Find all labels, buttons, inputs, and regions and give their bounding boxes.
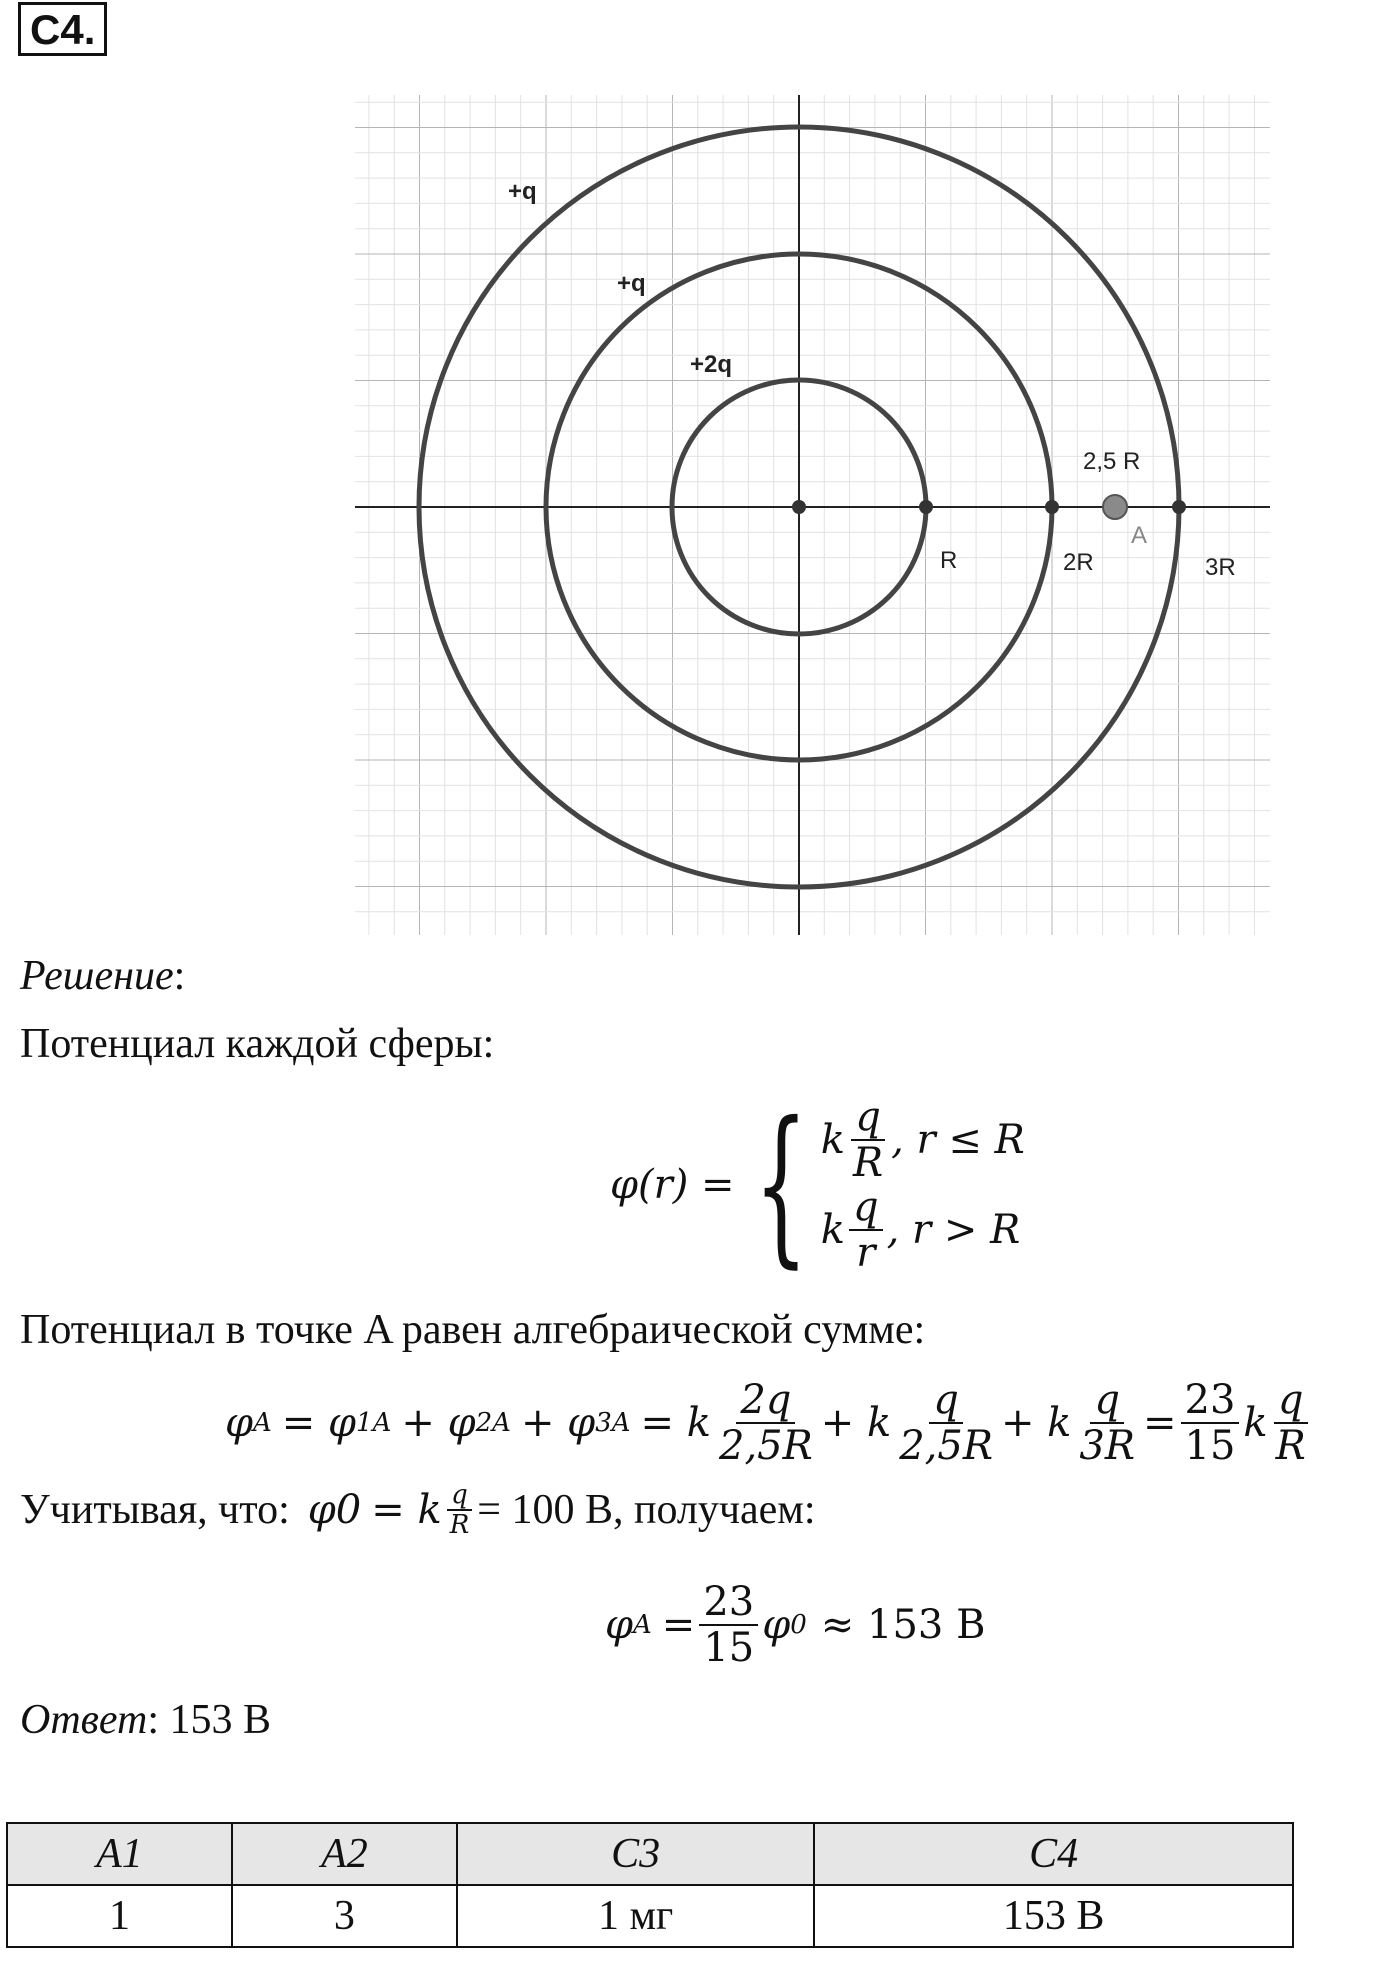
answers-table-values-row [7,1885,1293,1947]
sum-equation: φ A = φ 1A + φ 2A + φ 3A = k $\frac{2q}{2,5R}$ + k $\frac{q}{2,5R}$ + k $\frac{q}{3R}$ = $\frac{23}{15}$ k $\frac{q}{R}$ [225,1377,1306,1469]
answers-value-cell: 153 В [814,1885,1293,1947]
radius-r-label: R [940,547,958,574]
answers-value-cell: 1 мг [457,1885,814,1947]
piecewise-formula: φ(r) = { k $\frac{q}{R}$ , r ≤ R k $\frac{q}{r}$ , r > R [610,1086,1025,1284]
point-a-label: A [1131,522,1148,549]
answers-header-cell: A1 [7,1823,232,1885]
point-a-marker [1103,495,1127,519]
solution-line-1: Потенциал каждой сферы: [20,1021,495,1067]
solution-line-3: Учитывая, что: φ 0 = k $\frac{q}{R}$ = 100 В , получаем: [20,1480,816,1540]
point-a-position-label: 2,5 R [1083,448,1141,475]
answers-header-cell: A2 [232,1823,457,1885]
concentric-spheres-figure [350,92,1275,940]
solution-heading: Решение: [20,953,186,999]
axes [355,95,1270,935]
answers-header-cell: C4 [814,1823,1293,1885]
point-3r [1172,500,1186,514]
answers-value-cell: 1 [7,1885,232,1947]
final-equation: φ A = $\frac{23}{15}$ φ 0 ≈ 153 В [605,1579,986,1671]
solution-line-2: Потенциал в точке A равен алгебраической сумме: [20,1307,926,1353]
middle-charge-label: +q [617,270,646,297]
outer-charge-label: +q [508,178,537,205]
answers-header-cell: C3 [457,1823,814,1885]
center-point [792,500,806,514]
radius-2r-label: 2R [1063,549,1094,576]
point-2r [1045,500,1059,514]
grid [355,95,1270,935]
answers-value-cell: 3 [232,1885,457,1947]
point-r [919,500,933,514]
radius-3r-label: 3R [1205,554,1236,581]
answers-table-header-row [7,1823,1293,1885]
problem-number-label: С4. [18,2,107,56]
answer-line: Ответ: 153 В [20,1697,271,1743]
answers-table [6,1822,1294,1948]
inner-charge-label: +2q [690,351,733,378]
